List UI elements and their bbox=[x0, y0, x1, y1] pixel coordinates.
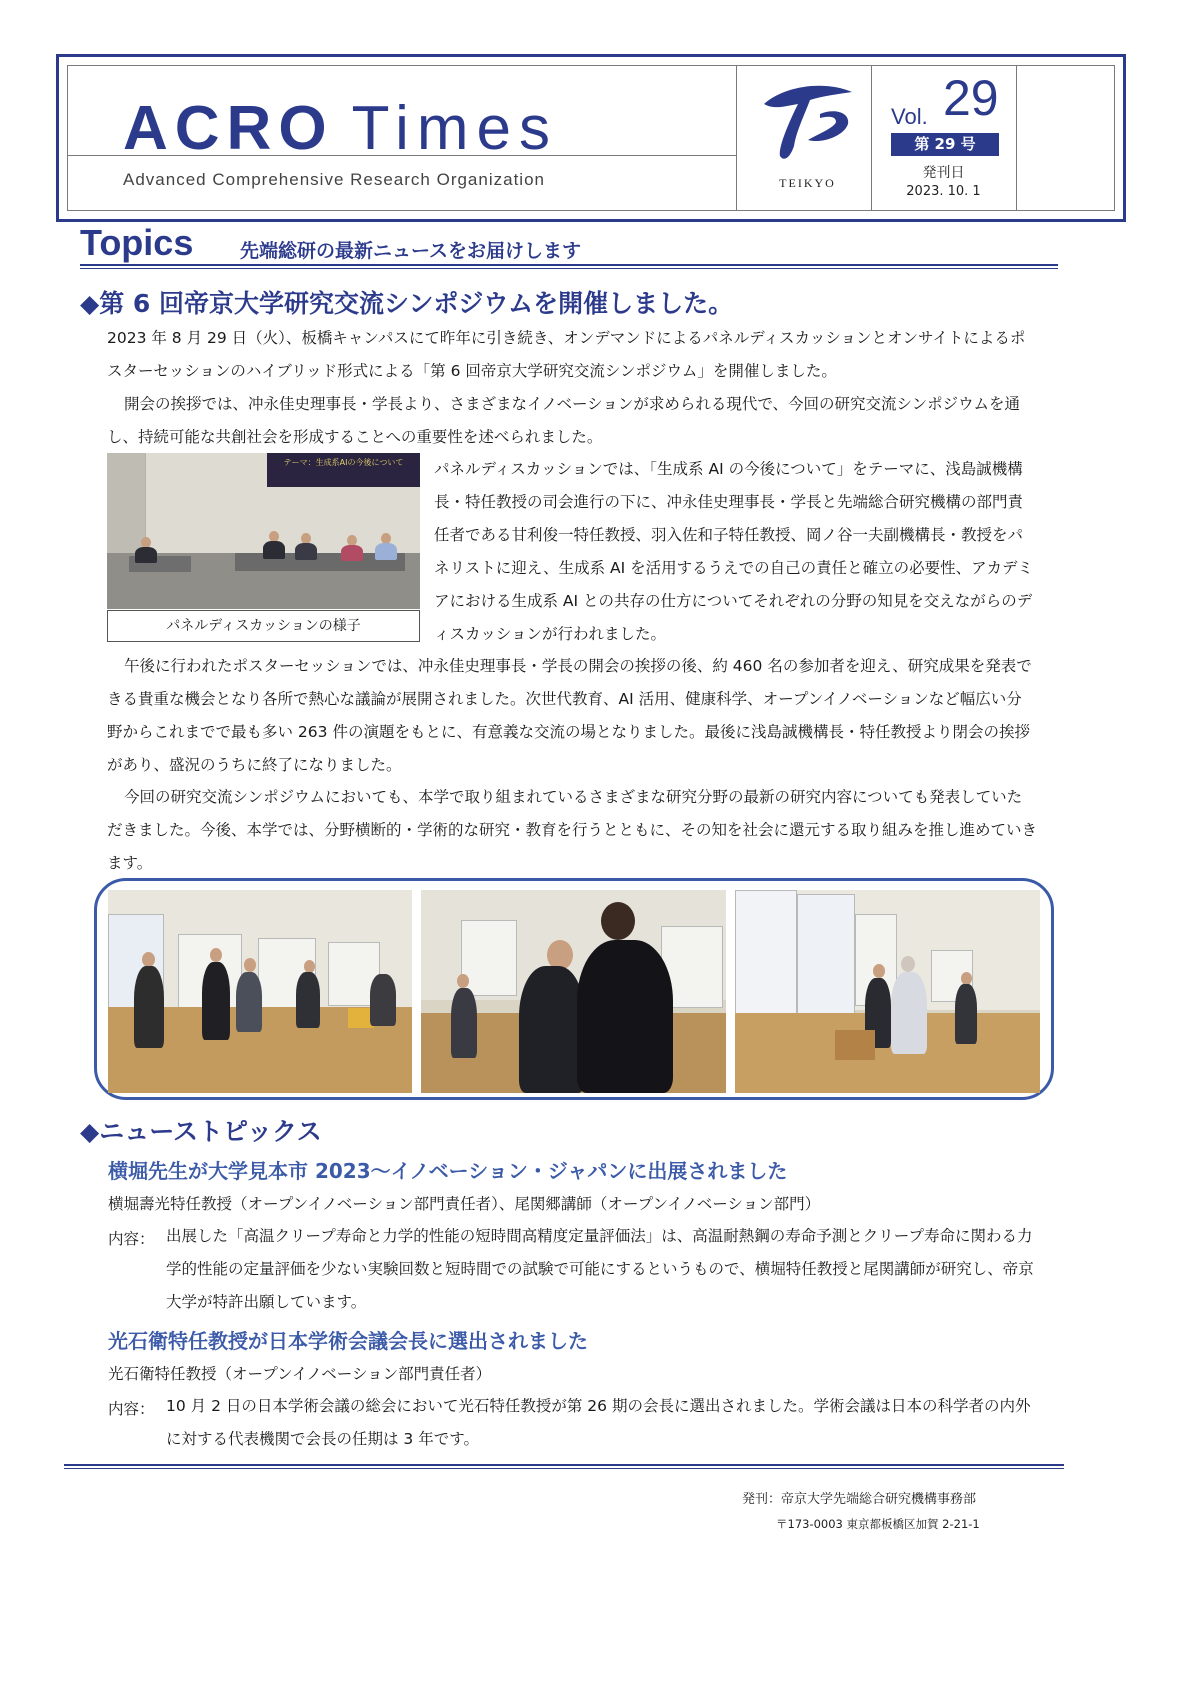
teikyo-emblem-icon bbox=[744, 66, 871, 176]
photo-screen-text: テーマ：生成系AIの今後について bbox=[283, 458, 404, 467]
news-item-label: 内容： bbox=[108, 1230, 155, 1248]
volume-number: 29 bbox=[943, 70, 999, 126]
article-paragraph: 2023 年 8 月 29 日（火）、板橋キャンパスにて昨年に引き続き、オンデマンドによるパネルディスカッションとオンサイトによるポスターセッションのハイブリッド形式による「第 6 回帝京大学研究交流シンポジウム」を開催しました。 bbox=[107, 329, 1026, 380]
masthead-vline bbox=[736, 66, 737, 210]
news-item-people: 横堀壽光特任教授（オープンイノベーション部門責任者）、尾関郷講師（オープンイノベーション部門） bbox=[108, 1195, 821, 1213]
footer-publisher: 発刊：帝京大学先端総合研究機構事務部 bbox=[742, 1492, 977, 1507]
volume-label: Vol. bbox=[891, 104, 928, 129]
volume-box bbox=[871, 66, 1016, 216]
article-paragraph: パネルディスカッションでは、「生成系 AI の今後について」をテーマに、浅島誠機構長・特任教授の司会進行の下に、冲永佳史理事長・学長と先端総合研究機構の部門責任者である甘利俊一特任教授、羽入佐和子特任教授、岡ノ谷一夫副機構長・教授をパネリストに迎え、生成系 AI を活用するうえでの自己の責任と確立の必要性、アカデミアにおける生成系 AI との共存の仕方についてそれぞれの分野の知見を交えながらのディスカッションが行われました。 bbox=[434, 460, 1033, 643]
publish-date-label: 発刊日 bbox=[922, 165, 965, 181]
panel-discussion-photo bbox=[107, 453, 420, 609]
footer-divider bbox=[64, 1464, 1064, 1466]
topics-subheading: 先端総研の最新ニュースをお届けします bbox=[240, 240, 582, 262]
publication-title bbox=[123, 94, 559, 163]
article-heading: ◆第 6 回帝京大学研究交流シンポジウムを開催しました。 bbox=[80, 289, 734, 318]
news-heading: ◆ニューストピックス bbox=[80, 1117, 322, 1146]
poster-session-photo bbox=[735, 890, 1040, 1093]
title-acro: ACRO bbox=[123, 94, 334, 163]
footer-divider bbox=[64, 1468, 1064, 1469]
news-item-title: 横堀先生が大学見本市 2023～イノベーション・ジャパンに出展されました bbox=[108, 1159, 788, 1183]
publish-date: 2023. 10. 1 bbox=[906, 184, 981, 199]
topics-divider bbox=[80, 264, 1058, 266]
publication-subtitle: Advanced Comprehensive Research Organization bbox=[123, 170, 545, 189]
masthead-divider bbox=[68, 155, 736, 156]
masthead bbox=[56, 54, 1126, 222]
news-item-body: 10 月 2 日の日本学術会議の総会において光石特任教授が第 26 期の会長に選出されました。学術会議は日本の科学者の内外に対する代表機関で会長の任期は 3 年です。 bbox=[166, 1397, 1031, 1448]
title-times: Times bbox=[351, 94, 559, 163]
photo-screen bbox=[267, 453, 420, 487]
footer-address: 〒173-0003 東京都板橋区加賀 2-21-1 bbox=[776, 1517, 980, 1531]
article-paragraph: 開会の挨拶では、冲永佳史理事長・学長より、さまざまなイノベーションが求められる現代で、今回の研究交流シンポジウムを通し、持続可能な共創社会を形成することへの重要性を述べられました。 bbox=[107, 395, 1020, 446]
news-item-people: 光石衛特任教授（オープンイノベーション部門責任者） bbox=[108, 1365, 492, 1383]
news-item-body: 出展した「高温クリープ寿命と力学的性能の短時間高精度定量評価法」は、高温耐熱鋼の寿命予測とクリープ寿命に関わる力学的性能の定量評価を少ない実験回数と短時間での試験で可能にするというもので、横堀特任教授と尾関講師が研究し、帝京大学が特許出願しています。 bbox=[166, 1227, 1034, 1311]
photo-caption: パネルディスカッションの様子 bbox=[107, 610, 420, 642]
masthead-vline bbox=[1016, 66, 1017, 210]
news-item-label: 内容： bbox=[108, 1400, 155, 1418]
topics-heading: Topics bbox=[80, 222, 194, 263]
poster-session-photo bbox=[421, 890, 726, 1093]
topics-divider bbox=[80, 268, 1058, 269]
masthead-inner-frame bbox=[67, 65, 1115, 211]
poster-session-photo bbox=[108, 890, 412, 1093]
news-item-title: 光石衛特任教授が日本学術会議会長に選出されました bbox=[108, 1329, 588, 1353]
issue-badge: 第 29 号 bbox=[891, 133, 999, 156]
logo-text: TEIKYO bbox=[779, 176, 836, 190]
article-paragraph: 今回の研究交流シンポジウムにおいても、本学で取り組まれているさまざまな研究分野の最新の研究内容についても発表していただきました。今後、本学では、分野横断的・学術的な研究・教育を行うとともに、その知を社会に還元する取り組みを推し進めていきます。 bbox=[107, 788, 1038, 872]
teikyo-logo bbox=[744, 66, 871, 216]
article-paragraph: 午後に行われたポスターセッションでは、冲永佳史理事長・学長の開会の挨拶の後、約 460 名の参加者を迎え、研究成果を発表できる貴重な機会となり各所で熱心な議論が展開されました。次世代教育、AI 活用、健康科学、オープンイノベーションなど幅広い分野からこれまでで最も多い 263 件の演題をもとに、有意義な交流の場となりました。最後に浅島誠機構長・特任教授より閉会の挨拶があり、盛況のうちに終了になりました。 bbox=[107, 657, 1032, 774]
